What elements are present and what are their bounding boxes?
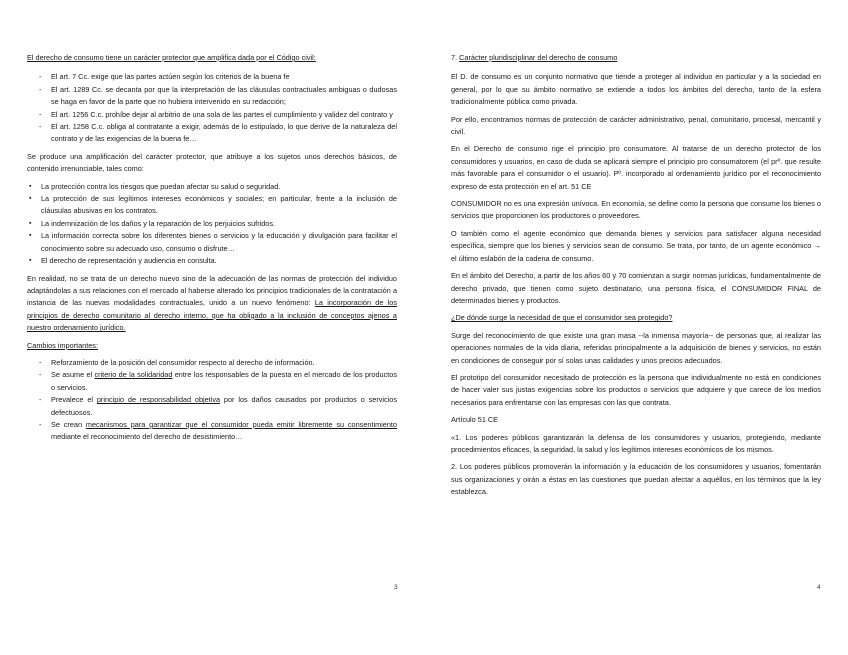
paragraph: En el Derecho de consumo rige el principio pro consumatore. Al tratarse de un derecho protector de los consumidores y usuarios, en caso de duda se aplicará siempre el principio pro consumatorem (el prº. que resulte más favorable para el consumidor o el usuario). Pº. incorporado al ordenamiento jurídico por el reconocimiento expreso de esta protección en el art. 51 CE bbox=[451, 144, 821, 191]
article-title: Artículo 51 CE bbox=[451, 415, 499, 425]
list-item bbox=[27, 419, 397, 444]
list-item: ▪ La protección contra los riesgos que puedan afectar su salud o seguridad. bbox=[27, 181, 397, 193]
civil-code-list bbox=[27, 71, 397, 145]
list-item: ▪ La información correcta sobre los diferentes bienes o servicios y la educación y divulgación para facilitar el conocimiento sobre su adecuado uso, consumo o disfrute… bbox=[27, 230, 397, 255]
page4-heading bbox=[451, 52, 821, 64]
list-item bbox=[27, 394, 397, 419]
rights-list bbox=[27, 181, 397, 268]
page-3 bbox=[27, 52, 397, 449]
list-item: ▪ La indemnización de los daños y la reparación de los perjuicios sufridos. bbox=[27, 218, 397, 230]
text: entre los responsables de la puesta en el mercado de los productos o servicios. bbox=[51, 370, 397, 392]
heading-text: Carácter pluridisciplinar del derecho de consumo bbox=[459, 53, 618, 62]
underlined-text: criterio de la solidaridad bbox=[94, 370, 173, 380]
text: por los daños causados por productos o servicios defectuosos. bbox=[51, 395, 398, 417]
list-item: - El art. 7 Cc. exige que las partes actúen según los criterios de la buena fe bbox=[27, 71, 397, 83]
page-number: 4 bbox=[817, 584, 821, 591]
underlined-text: La incorporación de los principios de derecho comunitario al derecho interno, que ha obligado a la inclusión de conceptos ajenos a nuestro ordenamiento jurídico. bbox=[27, 298, 397, 333]
underlined-text: principio de responsabilidad objetiva bbox=[96, 395, 221, 405]
list-item: - El art. 1258 C.c. obliga al contratante a exigir, además de lo estipulado, lo que derive de la naturaleza del contrato y de las exigencias de la buena fe… bbox=[27, 121, 397, 146]
text: Se asume el bbox=[51, 370, 95, 380]
list-item: ▪ El derecho de representación y audiencia en consulta. bbox=[27, 255, 397, 267]
page-number: 3 bbox=[394, 584, 398, 591]
list-item: ▪ La protección de sus legítimos intereses económicos y sociales; en particular, frente a la inclusión de cláusulas abusivas en los contratos. bbox=[27, 193, 397, 218]
paragraph: Se produce una amplificación del carácter protector, que atribuye a los sujetos unos derechos básicos, de contenido irrenunciable, tales como: bbox=[27, 151, 397, 174]
changes-heading: Cambios importantes: bbox=[27, 340, 98, 350]
text: Prevalece el bbox=[51, 395, 97, 405]
paragraph: El D. de consumo es un conjunto normativo que tiende a proteger al individuo en particular y a la sociedad en general, por lo que su ámbito normativo se extiende a todos los ámbitos del derecho, tanto de la esfera tradicionalmente pública como privada. bbox=[451, 72, 821, 107]
list-item: - El art. 1256 C.c. prohíbe dejar al arbitrio de una sola de las partes el cumplimiento y validez del contrato y bbox=[27, 109, 397, 121]
text: mediante el reconocimiento del derecho de desistimiento… bbox=[51, 432, 243, 442]
question-heading bbox=[451, 312, 821, 324]
paragraph: En el ámbito del Derecho, a partir de los años 60 y 70 comienzan a surgir normas jurídicas, fundamentalmente de derecho privado, que tienen como sujeto destinatario, una persona física, el CONSUMIDOR FINAL de determinados bienes y productos. bbox=[451, 271, 821, 305]
list-item bbox=[27, 369, 397, 394]
page3-heading: El derecho de consumo tiene un carácter protector que amplifica dada por el Código civil: bbox=[27, 53, 316, 62]
paragraph: Surge del reconocimiento de que existe una gran masa --la inmensa mayoría-- de personas que, al realizar las operaciones normales de la vida diaria, referidas principalmente a la adquisición de bienes y servicios, no están en condiciones de conseguir por sí solas unas calidades y unos precios adecuados. bbox=[451, 330, 821, 365]
changes-list bbox=[27, 357, 397, 444]
paragraph-text: En realidad, no se trata de un derecho nuevo sino de la adecuación de las normas de protección del individuo adaptándolas a sus relaciones con el mercado al haberse alterado los principios tradicionales de la contratación a instancia de las nuevas modalidades contractuales, unido a un nuevo fenómeno: bbox=[27, 273, 397, 308]
paragraph bbox=[27, 273, 397, 335]
paragraph: O también como el agente económico que demanda bienes y servicios para satisfacer alguna necesidad específica, siempre que los bienes y servicios sean de consumo. Se trata, por tanto, de un agente económico → el último eslabón de la cadena de consumo. bbox=[451, 228, 821, 263]
list-item: - El art. 1289 Cc. se decanta por que la interpretación de las cláusulas contractuales ambiguas o dudosas se haga en favor de la parte que no hubiera intervenido en su redacción; bbox=[27, 84, 397, 109]
text: Se crean bbox=[51, 419, 86, 429]
paragraph: 2. Los poderes públicos promoverán la información y la educación de los consumidores y usuarios, fomentarán sus organizaciones y oirán a éstas en las cuestiones que puedan afectar a aquéllos, en los términos que la ley establezca. bbox=[451, 462, 821, 497]
list-item: - Reforzamiento de la posición del consumidor respecto al derecho de información. bbox=[27, 357, 397, 369]
page-4 bbox=[451, 52, 821, 504]
paragraph: CONSUMIDOR no es una expresión unívoca. En economía, se define como la persona que consume los bienes o servicios que proporcionen los productores o proveedores. bbox=[451, 199, 821, 221]
paragraph: El prototipo del consumidor necesitado de protección es la persona que individualmente no está en condiciones de hacer valer sus justas exigencias sobre los productos o servicios que adquiere y que carece de los medios necesarios para enfrentarse con las empresas con las que contrata. bbox=[451, 372, 821, 407]
paragraph: «1. Los poderes públicos garantizarán la defensa de los consumidores y usuarios, protegiendo, mediante procedimientos eficaces, la seguridad, la salud y los legítimos intereses económicos de los mismos. bbox=[451, 432, 821, 454]
underlined-text: ¿De dónde surge la necesidad de que el consumidor sea protegido? bbox=[451, 313, 673, 323]
heading-number: 7. bbox=[451, 53, 460, 62]
paragraph: Por ello, encontramos normas de protección de carácter administrativo, penal, comunitario, procesal, mercantil y civil. bbox=[451, 114, 821, 137]
underlined-text: mecanismos para garantizar que el consumidor pueda emitir libremente su consentimiento bbox=[85, 419, 397, 429]
